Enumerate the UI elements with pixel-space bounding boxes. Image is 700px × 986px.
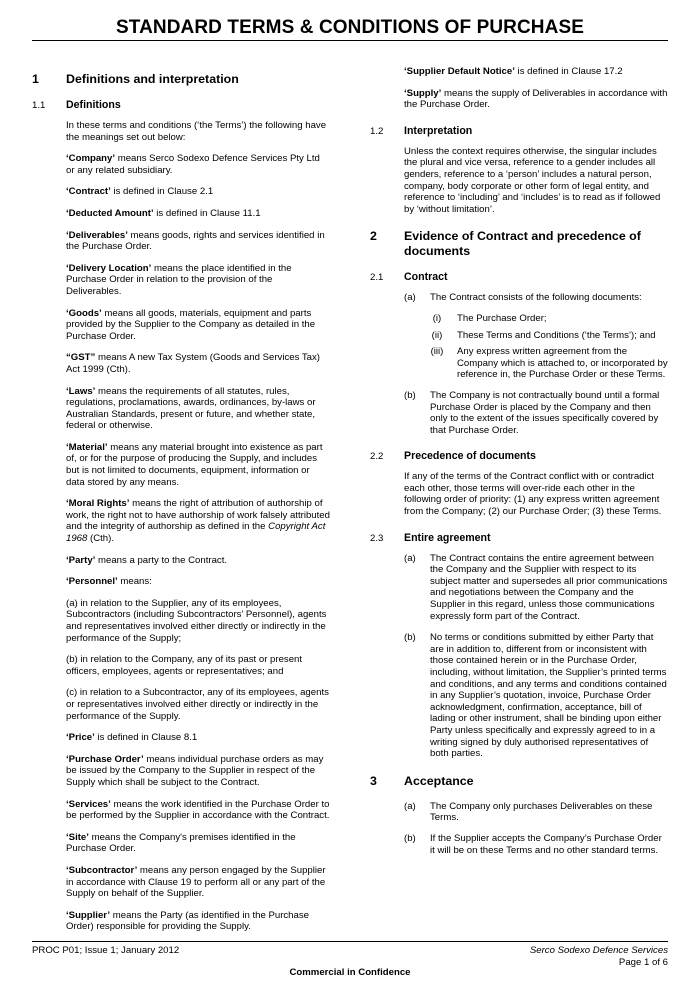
contract-subitem-i [370, 313, 668, 325]
definition [32, 208, 330, 220]
definition-term: ‘Subcontractor’ [66, 864, 138, 876]
definition [32, 442, 330, 488]
clause-1-1-heading [32, 99, 330, 112]
definition-text: means individual purchase orders as may be issued by the Company to the Supplier in respect of the Supply which shall be subject to the Contract. [66, 753, 324, 788]
item-marker: (b) [404, 389, 416, 401]
section-number: 1 [32, 72, 39, 86]
footer-rule [32, 941, 668, 942]
definition [32, 910, 330, 933]
definition-term: ‘Supplier’ [66, 909, 111, 921]
definition [32, 352, 330, 375]
definition-party [32, 555, 330, 567]
acceptance-item-b [370, 833, 668, 856]
definition-text: means the requirements of all statutes, rules, regulations, proclamations, awards, ordinances, by-laws or Australian Standards, present or future, and whether state, federal or otherwise. [66, 385, 316, 432]
definition [32, 865, 330, 900]
definition-text: means the Party (as identified in the Purchase Order) responsible for providing the Supply. [66, 909, 309, 933]
definitions-intro: In these terms and conditions (‘the Terms’) the following have the meanings set out below: [66, 120, 327, 143]
definition-text: is defined in Clause 11.1 [153, 207, 261, 219]
contract-subitem-iii [370, 346, 668, 381]
definition-term: ‘Price’ [66, 732, 95, 744]
definition-text: means the place identified in the Purchase Order in relation to the provision of the Deliverables. [66, 262, 292, 297]
definition-term: ‘Delivery Location’ [66, 262, 152, 274]
item-text: If the Supplier accepts the Company’s Purchase Order it will be on these Terms and no other standard terms. [430, 832, 662, 856]
definition-term: ‘Services’ [66, 798, 111, 810]
clause-number: 2.3 [370, 532, 384, 544]
definition-term: ‘Contract’ [66, 186, 111, 198]
definition [32, 754, 330, 789]
footer-confidentiality: Commercial in Confidence [289, 967, 411, 978]
definition-act-name: Copyright Act 1968 [66, 521, 326, 545]
section-number: 2 [370, 229, 377, 244]
clause-1-2-heading [370, 125, 668, 138]
subitem-text: These Terms and Conditions (‘the Terms’); and [457, 329, 656, 341]
definition [370, 66, 668, 78]
definition-term: ‘Personnel’ [66, 576, 118, 588]
definition-text: means A new Tax System (Goods and Services Tax) Act 1999 (Cth). [66, 352, 320, 375]
clause-number: 2.1 [370, 272, 384, 284]
definition-term: ‘Deliverables’ [66, 229, 128, 241]
subitem-marker: (ii) [431, 329, 443, 341]
subitem-marker: (iii) [430, 346, 444, 358]
definition-term: ‘Laws’ [66, 385, 96, 397]
footer-page-number: Page 1 of 6 [618, 957, 668, 968]
definition [32, 732, 330, 744]
definition-text: means goods, rights and services identified in the Purchase Order. [66, 229, 325, 253]
clause-number: 2.2 [370, 451, 384, 463]
item-text: The Contract contains the entire agreement between the Company and the Supplier with respect to its subject matter and supersedes all prior communications and negotiations between the Company and the Supplier in this regard, unless those communications expressly form part of the Contract. [430, 552, 668, 622]
definition-term: ‘Material’ [66, 441, 108, 453]
definition-text: means a party to the Contract. [95, 554, 228, 566]
definition [32, 153, 330, 176]
definition [32, 230, 330, 253]
definitions-list-continued [32, 732, 330, 933]
section-title: Acceptance [404, 773, 474, 788]
item-marker: (b) [404, 832, 416, 844]
definition [32, 263, 330, 298]
item-marker: (b) [404, 632, 416, 644]
entire-agreement-item-a [370, 553, 668, 623]
interpretation-text: Unless the context requires otherwise, the singular includes the plural and vice versa, reference to a gender includes all genders, reference to a ‘person’ includes a natural person, company, body corporate or other form of legal entity, and reference to ‘including’ and ‘includes’ is to read as if followed by ‘without limitation’. [404, 145, 661, 215]
definition-term: “GST” [66, 352, 96, 364]
section-title: Evidence of Contract and precedence of documents [404, 229, 641, 259]
entire-agreement-item-b [370, 632, 668, 760]
clause-2-1-heading [370, 271, 668, 284]
definition-text-tail: (Cth). [87, 533, 114, 545]
personnel-item-a: (a) in relation to the Supplier, any of its employees, Subcontractors (including Subcontractors’ Personnel), agents and representatives involved either directly or indirectly in the performance of the Supply; [66, 597, 327, 644]
precedence-text: If any of the terms of the Contract conflict with or contradict each other, those terms will over-ride each other in the following order of priority: (1) any express written agreement from the Company; (2) our Purchase Order; (3) these Terms. [404, 471, 662, 518]
definition-text: is defined in Clause 2.1 [110, 186, 214, 198]
definition-text: is defined in Clause 17.2 [514, 66, 623, 77]
personnel-item-b: (b) in relation to the Company, any of its past or present officers, employees, agents or representatives; and [66, 654, 303, 677]
definition-text: means any person engaged by the Supplier in accordance with Clause 19 to perform all or any part of the Supply on behalf of the Supplier. [66, 864, 326, 900]
definition-term: ‘Supplier Default Notice’ [404, 66, 515, 77]
definition [32, 832, 330, 855]
definition-term: ‘Site’ [66, 831, 89, 843]
clause-title: Entire agreement [404, 531, 491, 544]
acceptance-item-a [370, 801, 668, 824]
definition-term: ‘Purchase Order’ [66, 753, 144, 765]
item-marker: (a) [404, 800, 416, 812]
definition-text: means the right of attribution of authorship of work, the right not to have authorship of work falsely attributed and the integrity of authorship as defined in the [66, 498, 330, 533]
contract-item-b [370, 390, 668, 436]
clause-2-2-heading [370, 450, 668, 463]
clause-title: Contract [404, 271, 448, 284]
clause-2-3-heading [370, 532, 668, 545]
definition [32, 386, 330, 432]
contract-item-a [370, 292, 668, 304]
definition-term: ‘Deducted Amount’ [66, 207, 154, 219]
item-marker: (a) [404, 552, 416, 564]
definition-personnel [32, 576, 330, 588]
item-text: The Contract consists of the following documents: [430, 292, 642, 304]
clause-title: Definitions [66, 99, 121, 111]
definition-term: ‘Moral Rights’ [66, 498, 130, 510]
right-column [370, 66, 668, 865]
definition-text: means any material brought into existence as part of, or for the purpose of producing the Supply, and includes but is not limited to documents, equipment, information or data stored by any means. [66, 441, 323, 488]
definition-text: means Serco Sodexo Defence Services Pty Ltd or any related subsidiary. [66, 153, 320, 176]
definition-moral-rights [32, 498, 330, 544]
definition-term: ‘Party’ [66, 554, 96, 566]
section-number: 3 [370, 773, 377, 788]
contract-subitem-ii [370, 330, 668, 342]
definitions-list-continued-right [370, 66, 668, 111]
section-3-heading [370, 774, 668, 789]
definition-term: ‘Company’ [66, 153, 116, 165]
subitem-text: Any express written agreement from the Company which is attached to, or incorporated by reference in, the Purchase Order or these Terms. [457, 346, 668, 381]
item-text: No terms or conditions submitted by either Party that are in addition to, different from or inconsistent with those contained herein or in the Purchase Order, including, without limitation, the Supplier’s printed terms and conditions, and any terms and conditions contained in any Supplier’s quotation, invoice, Purchase Order acknowledgment, confirmation, acceptance, bill of lading or other instrument, shall be binding upon either Party unless specifically and expressly agreed to in a writing signed by duly authorised representatives of both parties. [430, 632, 667, 760]
document-title: STANDARD TERMS & CONDITIONS OF PURCHASE [116, 17, 584, 38]
subitem-marker: (i) [432, 312, 442, 324]
definition-text: means all goods, materials, equipment and parts provided by the Supplier to the Company as detailed in the Purchase Order. [66, 307, 316, 342]
definition-term: ‘Goods’ [66, 307, 102, 319]
definition [32, 308, 330, 343]
definition [32, 186, 330, 198]
item-text: The Company only purchases Deliverables on these Terms. [430, 800, 653, 824]
section-title: Definitions and interpretation [66, 72, 239, 86]
clause-number: 1.2 [370, 125, 384, 137]
footer-document-id: PROC P01; Issue 1; January 2012 [32, 945, 180, 956]
definition-text: means the supply of Deliverables in accordance with the Purchase Order. [404, 87, 668, 111]
definition [370, 88, 668, 111]
clause-title: Interpretation [404, 124, 473, 137]
subitem-text: The Purchase Order; [457, 312, 547, 324]
left-column [32, 72, 330, 943]
clause-title: Precedence of documents [404, 450, 536, 463]
definition-text: is defined in Clause 8.1 [94, 732, 198, 744]
personnel-item-c: (c) in relation to a Subcontractor, any of its employees, agents or representatives involved either directly or indirectly in the performance of the Supply. [66, 687, 329, 722]
item-text: The Company is not contractually bound until a formal Purchase Order is placed by the Company and then only to the extent of the issues specifically covered by that Purchase Order. [430, 389, 660, 436]
clause-number: 1.1 [32, 100, 46, 111]
definition-text: means the work identified in the Purchase Order to be performed by the Supplier in accordance with the Contract. [66, 798, 330, 822]
definition [32, 799, 330, 822]
definition-term: ‘Supply’ [404, 87, 442, 99]
definition-text: means the Company's premises identified in the Purchase Order. [66, 831, 296, 855]
header-rule [32, 40, 668, 41]
footer-company: Serco Sodexo Defence Services [529, 945, 668, 956]
item-marker: (a) [404, 292, 416, 304]
definition-text: means: [117, 576, 152, 588]
definitions-list [32, 153, 330, 488]
section-2-heading [370, 229, 668, 259]
section-1-heading [32, 72, 330, 87]
